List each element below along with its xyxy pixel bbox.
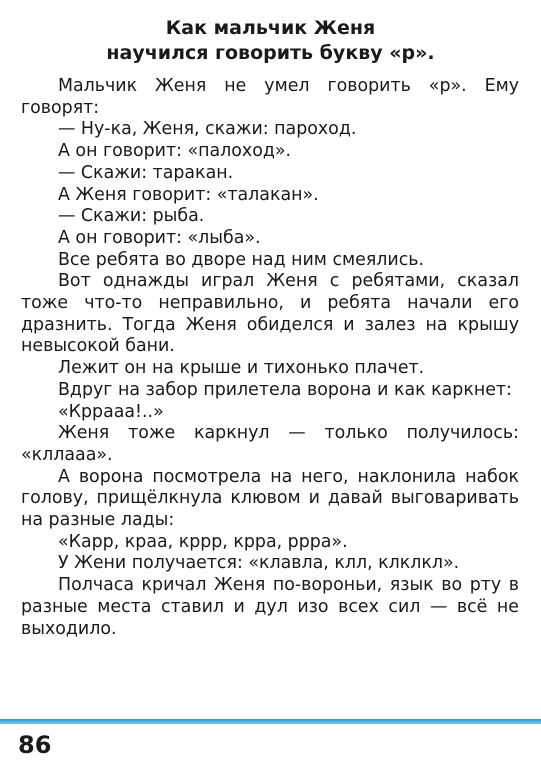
title-line-1: Как мальчик Женя (165, 17, 376, 39)
paragraph: А Женя говорит: «талакан». (58, 184, 319, 205)
paragraph: Вот однажды играл Женя с ребятами, сказал тоже что-то неправильно, и ребята начали его дразнить. Тогда Женя обиделся и залез на крышу невысокой бани. (21, 271, 519, 357)
paragraph: «Крраaa!..» (58, 401, 164, 422)
paragraph: — Ну-ка, Женя, скажи: пароход. (58, 119, 357, 140)
paragraph: Мальчик Женя не умел говорить «р». Ему говорят: (21, 76, 519, 118)
footer-divider (0, 719, 541, 724)
paragraph: Все ребята во дворе над ним смеялись. (58, 249, 425, 270)
title-line-2: научился говорить букву «р». (106, 42, 435, 64)
story-title (0, 16, 541, 66)
page-number: 86 (18, 731, 52, 759)
paragraph: А ворона посмотрела на него, наклонила набок голову, прищёлкнула клювом и давай выговаривать на разные лады: (21, 466, 519, 531)
paragraph: Полчаса кричал Женя по-вороньи, язык во рту в разные места ставил и дул изо всех сил — всё не выходило. (21, 575, 519, 639)
paragraph: — Скажи: рыба. (58, 206, 205, 227)
paragraph: Женя тоже каркнул — только получилось: «кллааа». (21, 423, 519, 465)
paragraph: Вдруг на забор прилетела ворона и как каркнет: (58, 379, 512, 400)
story-text (21, 76, 519, 640)
paragraph: У Жени получается: «клавла, клл, клклкл». (58, 553, 460, 574)
paragraph: — Скажи: таракан. (58, 162, 234, 183)
paragraph: «Карр, краа, кррр, крра, ррра». (58, 531, 348, 552)
paragraph: Лежит он на крыше и тихонько плачет. (58, 358, 425, 379)
paragraph: А он говорит: «лыба». (58, 227, 261, 248)
paragraph: А он говорит: «палоход». (58, 141, 292, 162)
